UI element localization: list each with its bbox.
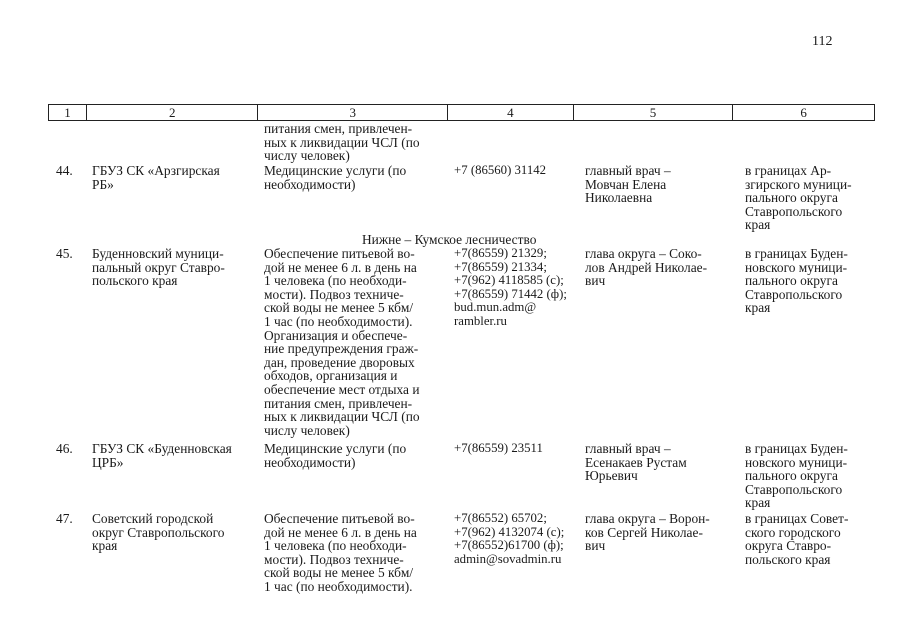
header-col-3: 3 (258, 105, 448, 120)
section-title: Нижне – Кумское лесничество (362, 232, 537, 247)
service-area: в границах Ар- згирского муници- пального округа Ставропольского края (745, 163, 852, 233)
service-description: Обеспечение питьевой во- дой не менее 6 л. в день на 1 человека (по необходи- мости). Подвоз техниче- ской воды не менее 5 кбм/ 1 час (по необходимости). (264, 511, 417, 594)
page-number: 112 (812, 34, 833, 49)
responsible-person: глава округа – Соко- лов Андрей Николае- вич (585, 246, 708, 289)
responsible-person: глава округа – Ворон- ков Сергей Николае- вич (585, 511, 710, 554)
header-col-1: 1 (49, 105, 87, 120)
table-header-row (48, 104, 875, 121)
contact-info: +7(86559) 21329; +7(86559) 21334; +7(962) 4118585 (с); +7(86559) 71442 (ф); bud.mun.adm@ rambler.ru (454, 246, 567, 328)
contact-info: +7(86559) 23511 (454, 441, 543, 455)
service-area: в границах Буден- новского муници- пального округа Ставропольского края (745, 246, 848, 316)
contact-info: +7 (86560) 31142 (454, 163, 547, 177)
continuation-text: питания смен, привлечен- ных к ликвидации ЧСЛ (по числу человек) (264, 121, 420, 164)
header-col-5: 5 (574, 105, 734, 120)
service-area: в границах Буден- новского муници- пального округа Ставропольского края (745, 441, 848, 511)
organization-name: ГБУЗ СК «Буденновская ЦРБ» (92, 441, 232, 470)
row-number: 44. (56, 163, 73, 178)
header-col-4: 4 (448, 105, 574, 120)
row-number: 45. (56, 246, 73, 261)
organization-name: Советский городской округ Ставропольского края (92, 511, 225, 554)
responsible-person: главный врач – Есенакаев Рустам Юрьевич (585, 441, 687, 484)
service-area: в границах Совет- ского городского округа Ставро- польского края (745, 511, 849, 567)
organization-name: ГБУЗ СК «Арзгирская РБ» (92, 163, 220, 192)
header-col-2: 2 (87, 105, 259, 120)
organization-name: Буденновский муници- пальный округ Ставро- польского края (92, 246, 225, 289)
service-description: Медицинские услуги (по необходимости) (264, 163, 407, 192)
header-col-6: 6 (800, 105, 807, 120)
row-number: 47. (56, 511, 73, 526)
contact-info: +7(86552) 65702; +7(962) 4132074 (с); +7(86552)61700 (ф); admin@sovadmin.ru (454, 511, 565, 566)
service-description: Медицинские услуги (по необходимости) (264, 441, 407, 470)
row-number: 46. (56, 441, 73, 456)
responsible-person: главный врач – Мовчан Елена Николаевна (585, 163, 671, 206)
service-description: Обеспечение питьевой во- дой не менее 6 л. в день на 1 человека (по необходи- мости). Подвоз техниче- ской воды не менее 5 кбм/ 1 час (по необходимости). Организация и обеспече- ние предупреждения граж- дан, проведение дворовых обходов, организация и обеспечение мест отдыха и питания смен, привлечен- ных к ликвидации ЧСЛ (по числу человек) (264, 246, 420, 438)
